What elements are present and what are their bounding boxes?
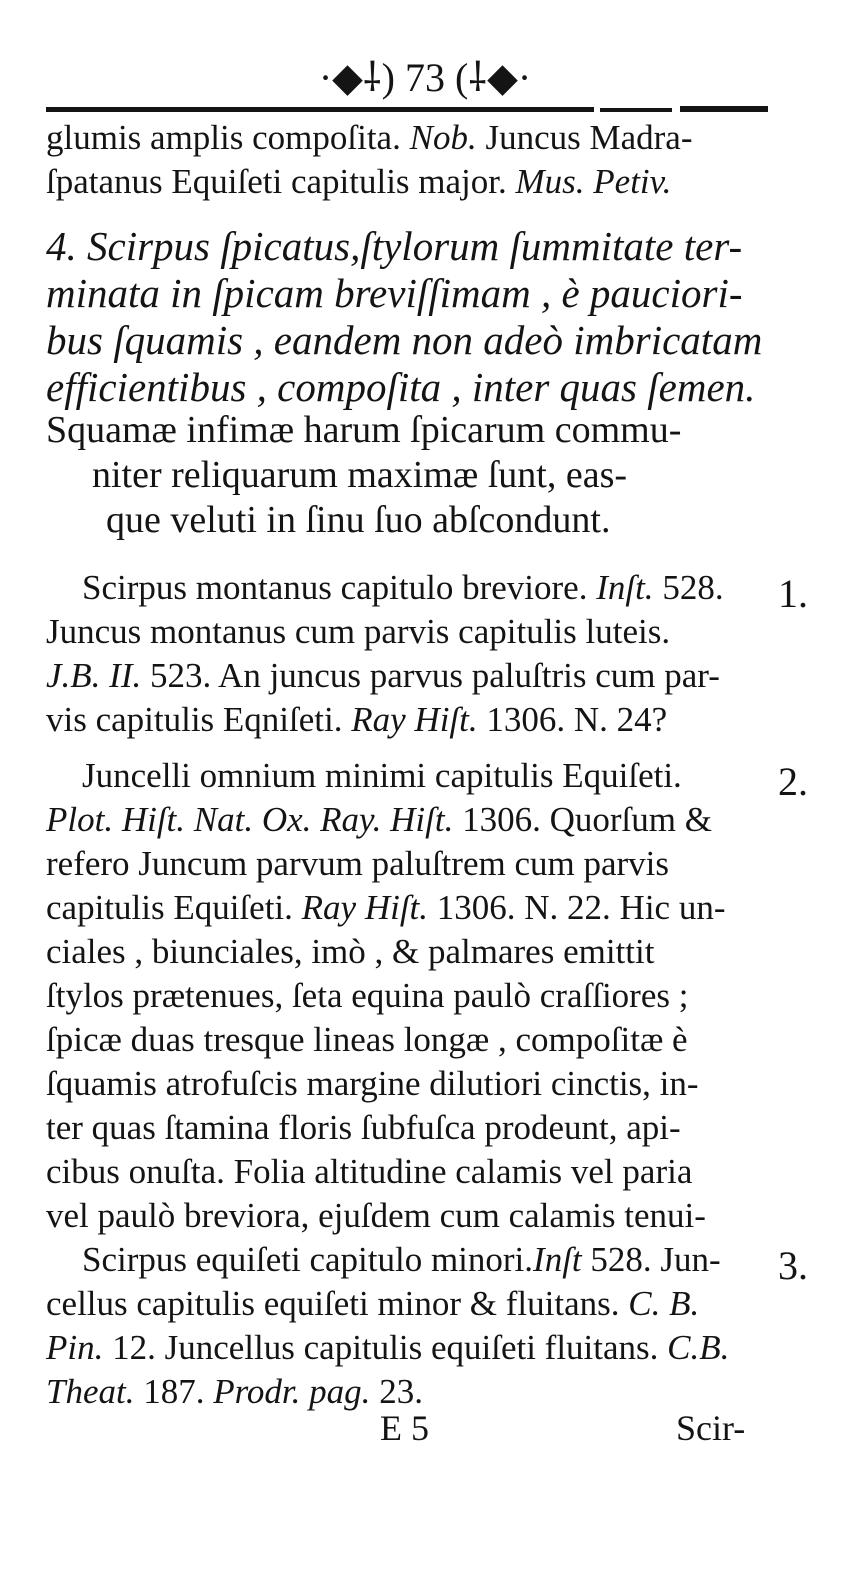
species-description-line: que veluti in ſinu ſuo abſcondunt.	[106, 499, 611, 541]
catchword: Scir-	[676, 1408, 746, 1448]
header-rule	[680, 106, 768, 112]
species-heading-line: 4. Scirpus ſpicatus,ſtylorum ſummitate ter-	[46, 223, 743, 269]
page-header: ·◆⸸) 73 (⸸◆·	[318, 55, 532, 100]
synonym-number: 3.	[778, 1243, 808, 1288]
synonym-line: Scirpus equiſeti capitulo minori.Inſt 528. Jun-	[82, 1240, 721, 1279]
synonym-line: J.B. II. 523. An juncus parvus paluſtris cum par-	[46, 656, 720, 695]
synonym-line: ſpicæ duas tresque lineas longæ , compoſitæ è	[46, 1020, 688, 1059]
synonym-line: capitulis Equiſeti. Ray Hiſt. 1306. N. 22. Hic un-	[46, 888, 726, 927]
synonym-line: Theat. 187. Prodr. pag. 23.	[46, 1372, 423, 1411]
synonym-line: Scirpus montanus capitulo breviore. Inſt. 528.	[82, 568, 724, 607]
synonym-line: cellus capitulis equiſeti minor & fluitans. C. B.	[46, 1284, 700, 1323]
species-heading-line: minata in ſpicam breviſſimam , è pauciori-	[46, 270, 743, 316]
synonym-line: ter quas ſtamina floris ſubfuſca prodeunt, api-	[46, 1108, 681, 1147]
synonym-line: cibus onuſta. Folia altitudine calamis vel paria	[46, 1152, 693, 1191]
header-rule	[600, 108, 672, 112]
synonym-line: ſquamis atrofuſcis margine dilutiori cinctis, in-	[46, 1064, 699, 1103]
synonym-number: 2.	[778, 759, 808, 804]
synonym-line: ſtylos prætenues, ſeta equina paulò craſſiores ;	[46, 976, 689, 1015]
synonym-line: refero Juncum parvum paluſtrem cum parvis	[46, 844, 669, 883]
text-line: glumis amplis compoſita. Nob. Juncus Madra-	[46, 118, 693, 157]
synonym-line: Plot. Hiſt. Nat. Ox. Ray. Hiſt. 1306. Quorſum &	[46, 800, 712, 839]
synonym-line: Juncus montanus cum parvis capitulis luteis.	[46, 612, 671, 651]
synonym-line: Juncelli omnium minimi capitulis Equiſeti.	[82, 756, 682, 795]
synonym-line: vis capitulis Eqniſeti. Ray Hiſt. 1306. N. 24?	[46, 700, 668, 739]
signature-mark: E 5	[380, 1408, 429, 1448]
species-description-line: Squamæ infimæ harum ſpicarum commu-	[46, 409, 682, 451]
species-heading-line: bus ſquamis , eandem non adeò imbricatam	[46, 317, 763, 363]
synonym-line: ciales , biunciales, imò , & palmares emittit	[46, 932, 655, 971]
synonym-line: vel paulò breviora, ejuſdem cum calamis tenui-	[46, 1196, 706, 1235]
species-heading-line: efficientibus , compoſita , inter quas ſemen.	[46, 364, 756, 410]
synonym-number: 1.	[778, 571, 808, 616]
synonym-line: Pin. 12. Juncellus capitulis equiſeti fluitans. C.B.	[46, 1328, 730, 1367]
species-description-line: niter reliquarum maximæ ſunt, eas-	[92, 454, 628, 496]
header-rule	[46, 107, 594, 112]
text-line: ſpatanus Equiſeti capitulis major. Mus. Petiv.	[46, 162, 672, 201]
